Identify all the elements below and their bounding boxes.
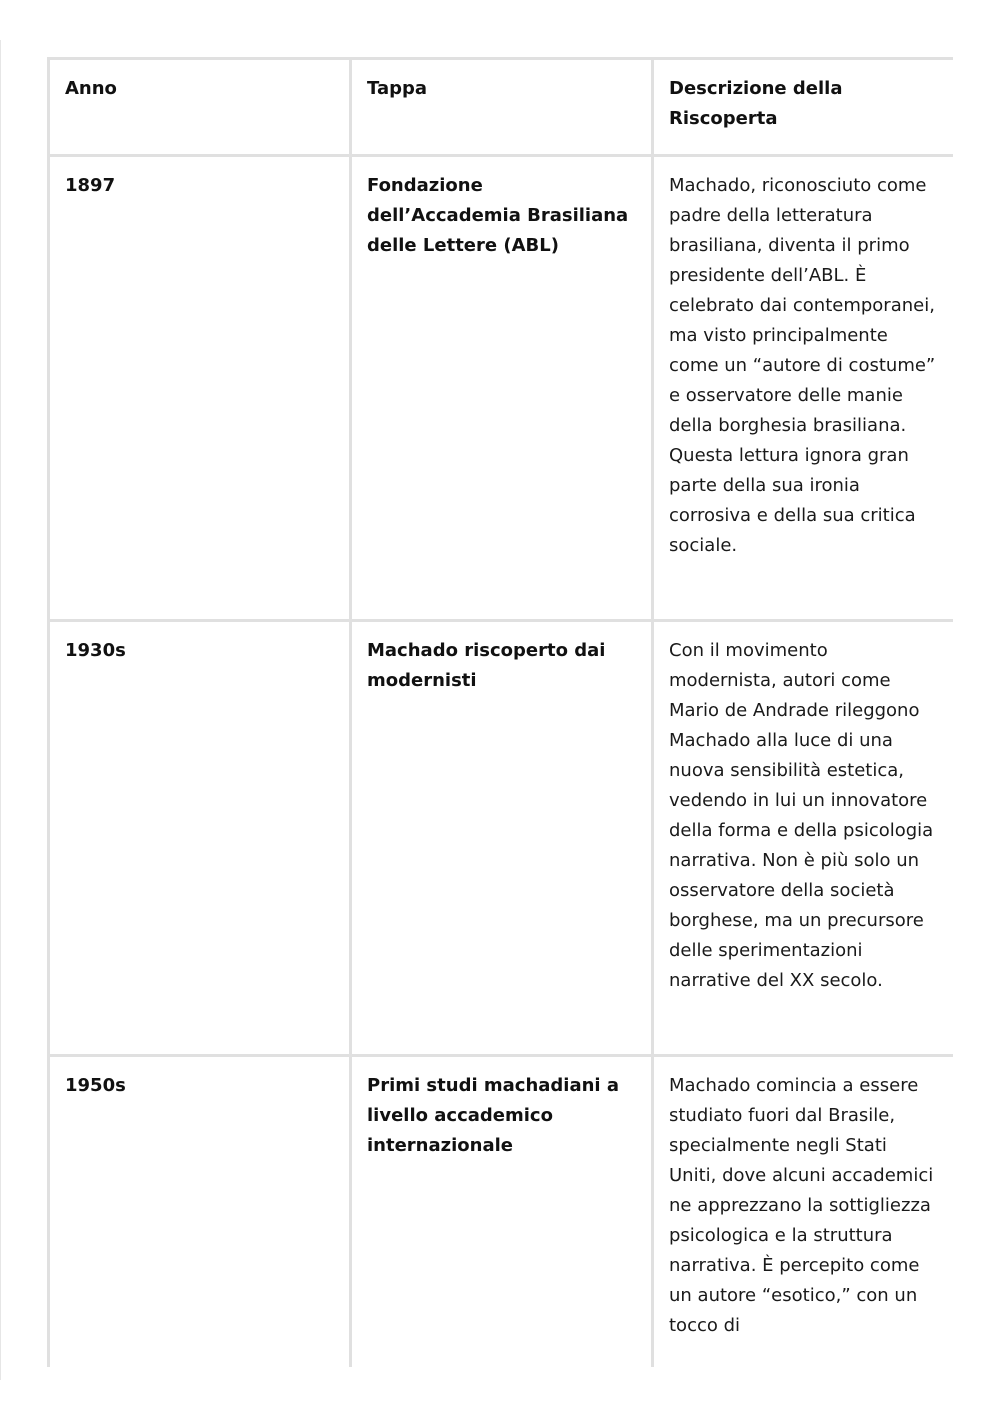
table-row — [49, 1056, 954, 1368]
column-header-description: Descrizione della Riscoperta — [653, 59, 954, 156]
timeline-table — [47, 57, 953, 1367]
cell-description: Machado comincia a essere studiato fuori dal Brasile, specialmente negli Stati Uniti, dove alcuni accademici ne apprezzano la sottigliezza psicologica e la struttura narrativa. È percepito come un autore “esotico,” con un tocco di — [653, 1056, 954, 1368]
cell-stage: Machado riscoperto dai modernisti — [351, 621, 653, 1056]
cell-description: Con il movimento modernista, autori come Mario de Andrade rileggono Machado alla luce di una nuova sensibilità estetica, vedendo in lui un innovatore della forma e della psicologia narrativa. Non è più solo un osservatore della società borghese, ma un precursore delle sperimentazioni narrative del XX secolo. — [653, 621, 954, 1056]
table-row — [49, 621, 954, 1056]
cell-description: Machado, riconosciuto come padre della letteratura brasiliana, diventa il primo presidente dell’ABL. È celebrato dai contemporanei, ma visto principalmente come un “autore di costume” e osservatore delle manie della borghesia brasiliana. Questa lettura ignora gran parte della sua ironia corrosiva e della sua critica sociale. — [653, 156, 954, 621]
cell-stage: Fondazione dell’Accademia Brasiliana delle Lettere (ABL) — [351, 156, 653, 621]
cell-year: 1897 — [49, 156, 351, 621]
column-header-year: Anno — [49, 59, 351, 156]
cell-year: 1950s — [49, 1056, 351, 1368]
table-header-row — [49, 59, 954, 156]
cell-year: 1930s — [49, 621, 351, 1056]
table-row — [49, 156, 954, 621]
timeline-table-container — [47, 57, 953, 1367]
column-header-stage: Tappa — [351, 59, 653, 156]
cell-stage: Primi studi machadiani a livello accademico internazionale — [351, 1056, 653, 1368]
page-edge-rule — [0, 40, 1, 1380]
